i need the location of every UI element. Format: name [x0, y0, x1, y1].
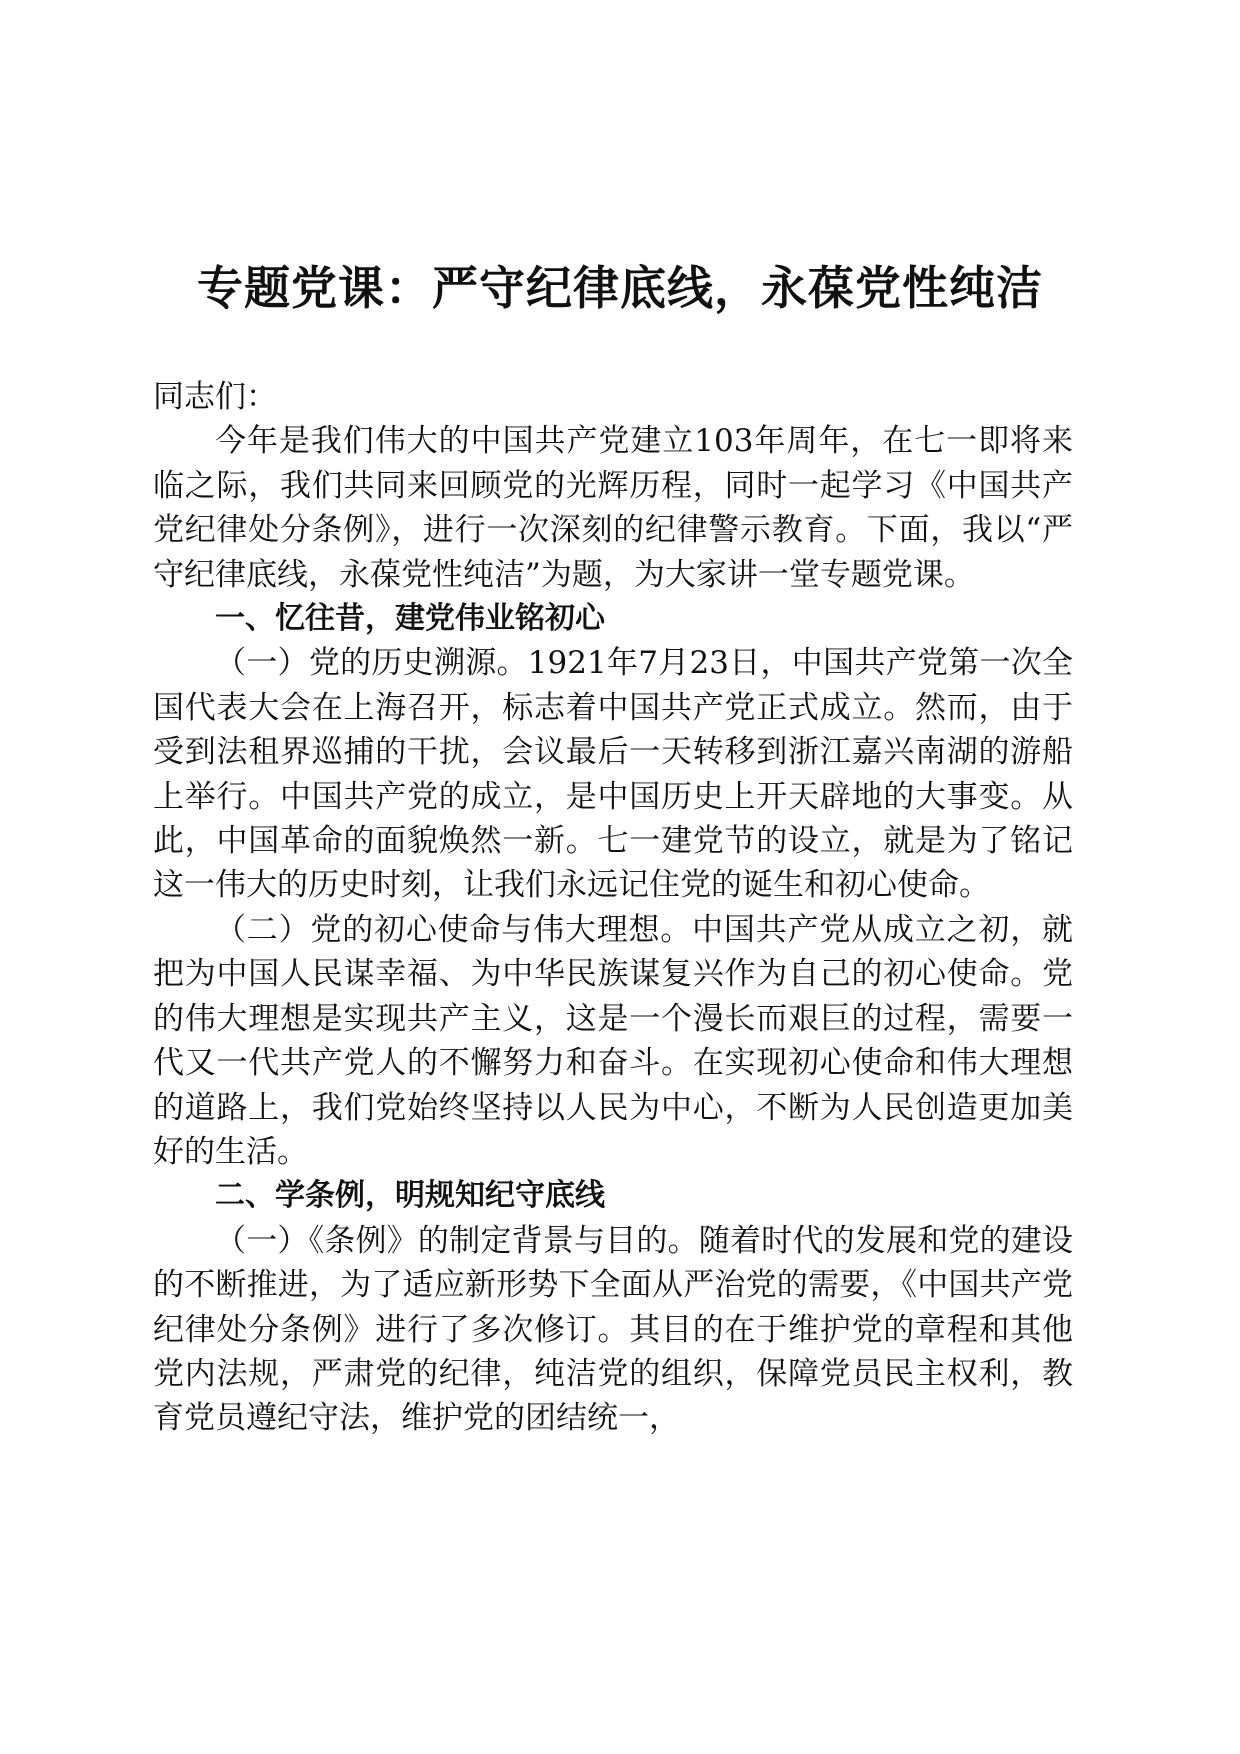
paragraph-text: 中国共产党从成立之初，就把为中国人民谋幸福、为中华民族谋复兴作为自己的初心使命。党的伟大理想是实现共产主义，这是一个漫长而艰巨的过程，需要一代又一代共产党人的不懈努力和奋斗。在实现初心使命和伟大理想的道路上，我们党始终坚持以人民为中心，不断为人民创造更加美好的生活。 — [153, 911, 1074, 1170]
paragraph-text: 随着时代的发展和党的建设的不断推进，为了适应新形势下全面从严治党的需要，《中国共产党纪律处分条例》进行了多次修订。其目的在于维护党的章程和其他党内法规，严肃党的纪律，纯洁党的组织，保障党员民主权利，教育党员遵纪守法，维护党的团结统一， — [153, 1222, 1074, 1437]
section-1-paragraph-2 — [153, 908, 1073, 1174]
subsection-label: （二）党的初心使命与伟大理想。 — [215, 911, 693, 948]
salutation: 同志们： — [153, 379, 277, 415]
section-2-paragraph-1 — [153, 1219, 1073, 1441]
paragraph-text: 1921年7月23日，中国共产党第一次全国代表大会在上海召开，标志着中国共产党正式成立。然而，由于受到法租界巡捕的干扰，会议最后一天转移到浙江嘉兴南湖的游船上举行。中国共产党的成立，是中国历史上开天辟地的大事变。从此，中国革命的面貌焕然一新。七一建党节的设立，就是为了铭记这一伟大的历史时刻，让我们永远记住党的诞生和初心使命。 — [153, 645, 1074, 904]
section-heading-1: 一、忆往昔，建党伟业铭初心 — [215, 601, 605, 637]
section-1-paragraph-1 — [153, 641, 1073, 907]
subsection-label: （一）党的历史溯源。 — [215, 645, 528, 682]
intro-paragraph: 今年是我们伟大的中国共产党建立103年周年，在七一即将来临之际，我们共同来回顾党的光辉历程，同时一起学习《中国共产党纪律处分条例》，进行一次深刻的纪律警示教育。下面，我以“严守纪律底线，永葆党性纯洁”为题，为大家讲一堂专题党课。 — [153, 423, 1073, 593]
document-body — [153, 375, 1073, 1441]
document-title: 专题党课：严守纪律底线，永葆党性纯洁 — [197, 261, 1043, 315]
subsection-label: （一）《条例》的制定背景与目的。 — [215, 1222, 699, 1259]
section-heading-2: 二、学条例，明规知纪守底线 — [215, 1178, 605, 1214]
